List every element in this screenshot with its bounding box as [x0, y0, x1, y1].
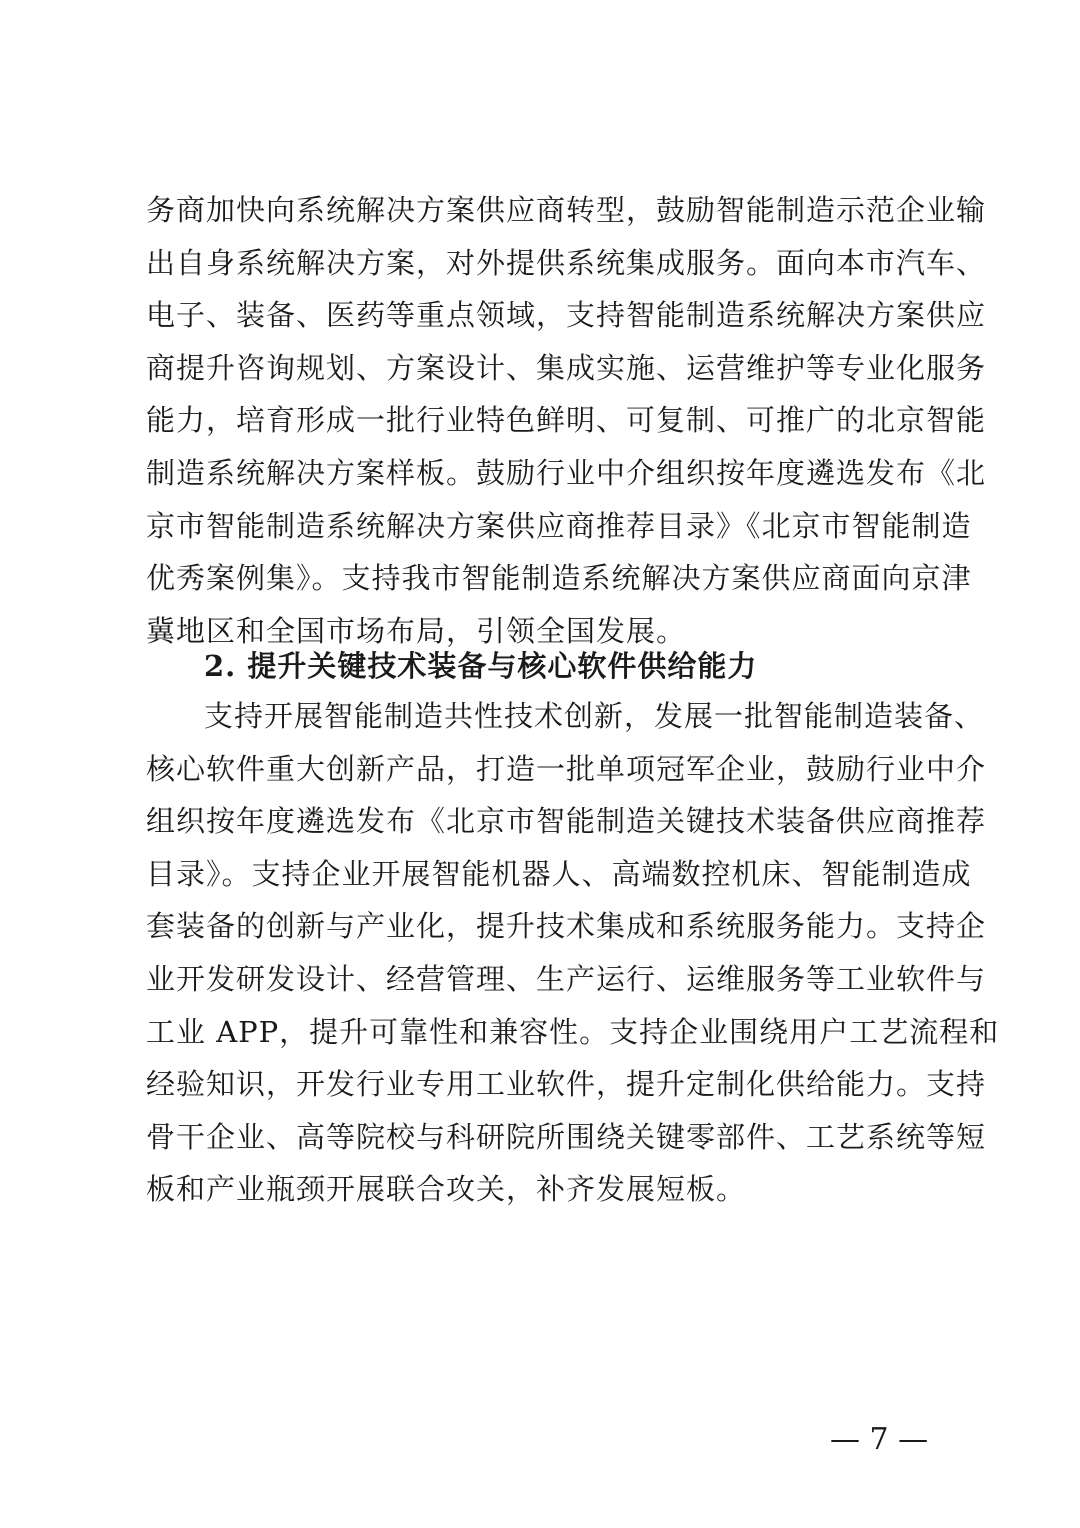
text-line: 商提升咨询规划、方案设计、集成实施、运营维护等专业化服务	[146, 350, 987, 385]
text-line: 出自身系统解决方案，对外提供系统集成服务。面向本市汽车、	[146, 245, 987, 280]
section-2-heading-block	[146, 640, 946, 693]
text-line: 业开发研发设计、经营管理、生产运行、运维服务等工业软件与	[146, 961, 987, 996]
text-line: 核心软件重大创新产品，打造一批单项冠军企业，鼓励行业中介	[146, 751, 987, 786]
text-line: 工业 APP，提升可靠性和兼容性。支持企业围绕用户工艺流程和	[146, 1014, 1000, 1049]
paragraph-2	[146, 690, 1000, 1216]
section-heading: 2. 提升关键技术装备与核心软件供给能力	[204, 649, 758, 683]
text-line: 组织按年度遴选发布《北京市智能制造关键技术装备供应商推荐	[146, 804, 987, 839]
text-line: 骨干企业、高等院校与科研院所围绕关键零部件、工艺系统等短	[146, 1119, 987, 1154]
text-line: 经验知识，开发行业专用工业软件，提升定制化供给能力。支持	[146, 1067, 987, 1102]
text-line: 目录》。支持企业开展智能机器人、高端数控机床、智能制造成	[146, 856, 972, 891]
text-line: 板和产业瓶颈开展联合攻关，补齐发展短板。	[146, 1172, 747, 1207]
text-line: 优秀案例集》。支持我市智能制造系统解决方案供应商面向京津	[146, 561, 972, 596]
text-line: 套装备的创新与产业化，提升技术集成和系统服务能力。支持企	[146, 909, 987, 944]
page-number: — 7 —	[830, 1422, 929, 1457]
text-line: 冀地区和全国市场布局，引领全国发展。	[146, 613, 687, 648]
paragraph-1	[146, 184, 987, 657]
text-line: 京市智能制造系统解决方案供应商推荐目录》《北京市智能制造	[146, 508, 972, 543]
text-line: 制造系统解决方案样板。鼓励行业中介组织按年度遴选发布《北	[146, 455, 987, 490]
text-line: 能力，培育形成一批行业特色鲜明、可复制、可推广的北京智能	[146, 403, 987, 438]
text-line: 支持开展智能制造共性技术创新，发展一批智能制造装备、	[204, 699, 985, 733]
text-line: 务商加快向系统解决方案供应商转型，鼓励智能制造示范企业输	[146, 193, 987, 227]
text-line: 电子、装备、医药等重点领域，支持智能制造系统解决方案供应	[146, 298, 987, 333]
